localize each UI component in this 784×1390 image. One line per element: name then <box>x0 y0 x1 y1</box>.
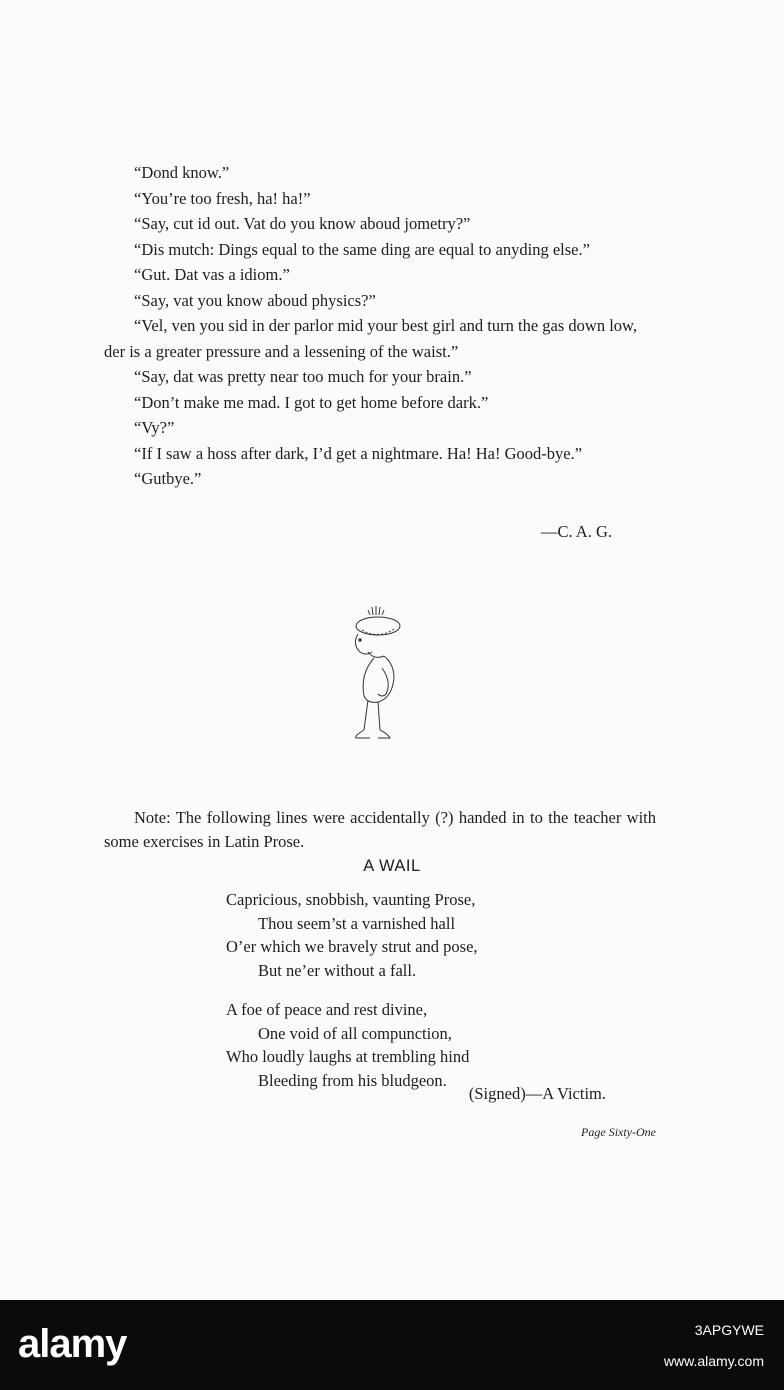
dialogue-line: “Gut. Dat vas a idiom.” <box>134 265 290 284</box>
dialogue-line: “Vel, ven you sid in der parlor mid your best girl and turn the gas down low, der is a greater pressure and a lessening of the waist.” <box>104 316 638 361</box>
author-signature: —C. A. G. <box>540 522 612 541</box>
poem-verse: A foe of peace and rest divine, <box>226 1000 428 1019</box>
poem-verse: One void of all compunction, <box>258 1023 452 1043</box>
poem-verse: Thou seem’st a varnished hall <box>258 913 456 933</box>
image-id: 3APGYWE <box>694 1322 764 1338</box>
dialogue-line: “Say, vat you know aboud physics?” <box>134 290 376 310</box>
dialogue-line: “Dis mutch: Dings equal to the same ding are equal to anyding else.” <box>134 239 590 259</box>
poem-stanza <box>226 888 606 982</box>
logo-text: alamy <box>18 1322 127 1366</box>
dialogue-line: “Gutbye.” <box>134 469 202 488</box>
poem-verse: O’er which we bravely strut and pose, <box>226 937 478 956</box>
dialogue-block <box>104 160 656 492</box>
page-number: Page Sixty-One <box>581 1125 656 1139</box>
dialogue-line: “Say, cut id out. Vat do you know aboud jometry?” <box>134 214 471 233</box>
dialogue-line: “Say, dat was pretty near too much for your brain.” <box>134 367 472 386</box>
dialogue-line: “Vy?” <box>134 418 175 437</box>
alamy-logo <box>18 1322 126 1367</box>
note-paragraph: Note: The following lines were accidentally (?) handed in to the teacher with some exercises in Latin Prose. <box>104 808 656 851</box>
poem-stanza <box>226 998 606 1092</box>
watermark-footer <box>0 1300 784 1390</box>
poem-signature: (Signed)—A Victim. <box>468 1084 606 1103</box>
poem-verse: But ne’er without a fall. <box>258 960 417 980</box>
dialogue-line: “If I saw a hoss after dark, I’d get a nightmare. Ha! Ha! Good-bye.” <box>134 443 583 463</box>
poem <box>226 888 606 1108</box>
site-url: www.alamy.com <box>663 1353 764 1369</box>
dialogue-line: “Don’t make me mad. I got to get home before dark.” <box>134 392 489 412</box>
dialogue-line: “You’re too fresh, ha! ha!” <box>134 188 311 208</box>
cartoon-figure-illustration <box>338 604 412 746</box>
poem-verse: Who loudly laughs at trembling hind <box>226 1047 470 1066</box>
dialogue-line: “Dond know.” <box>134 163 230 182</box>
poem-title: A WAIL <box>363 857 421 875</box>
poem-verse: Capricious, snobbish, vaunting Prose, <box>226 890 476 909</box>
poem-verse: Bleeding from his bludgeon. <box>258 1070 447 1090</box>
